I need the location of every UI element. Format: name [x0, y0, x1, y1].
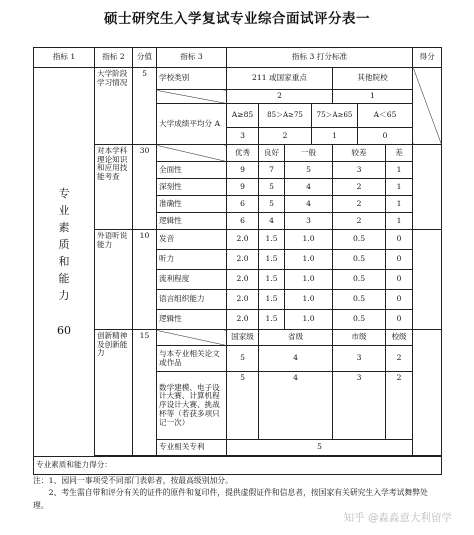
score-value: 3: [333, 162, 386, 179]
score-cell: [413, 230, 442, 330]
score-value: 9: [227, 179, 259, 196]
score-value: 5: [227, 440, 413, 456]
school-score-2: 1: [333, 90, 413, 104]
score-value: 1.0: [285, 250, 333, 270]
level-label: 较差: [333, 145, 386, 162]
header-score: 得分: [413, 48, 442, 68]
score-value: 5: [259, 179, 285, 196]
level-label: 校级: [386, 330, 413, 346]
score-value: 1.0: [285, 270, 333, 290]
row-label: 语言组织能力: [157, 290, 227, 310]
school-opt-1: 211 或国家重点: [227, 68, 333, 90]
score-value: 6: [227, 196, 259, 213]
gpa-opt-3: 75＞A≥65: [312, 104, 358, 128]
table-row: [34, 230, 442, 250]
score-value: 2.0: [227, 230, 259, 250]
score-value: 5: [227, 372, 259, 440]
score-value: 0.5: [333, 290, 386, 310]
score-value: 4: [285, 196, 333, 213]
level-label: 差: [386, 145, 413, 162]
score-value: 1.5: [259, 230, 285, 250]
total-row: [34, 457, 442, 475]
score-value: 1: [386, 196, 413, 213]
score-value: 0.5: [333, 250, 386, 270]
table-row: [34, 330, 442, 346]
school-score-1: 2: [227, 90, 333, 104]
table-row: [34, 145, 442, 162]
score-value: 3: [285, 213, 333, 230]
category-name: 专业素质和能力: [58, 186, 70, 303]
section2-name: 对本学科理论知识和应用技能考查: [95, 145, 133, 230]
section1-name: 大学阶段学习情况: [95, 68, 133, 145]
section2-value: 30: [133, 145, 157, 230]
score-value: 0.5: [333, 230, 386, 250]
level-label: 市级: [333, 330, 386, 346]
score-cell: [413, 145, 442, 230]
school-opt-2: 其他院校: [333, 68, 413, 90]
category-cell: [34, 68, 95, 457]
score-value: 0.5: [333, 270, 386, 290]
score-value: 5: [285, 162, 333, 179]
score-value: 2: [333, 213, 386, 230]
score-value: 1.5: [259, 290, 285, 310]
row-label: 与本专业相关论文或作品: [157, 346, 227, 372]
row-label: 逻辑性: [157, 310, 227, 330]
score-value: 0.5: [333, 310, 386, 330]
level-label: 省级: [259, 330, 333, 346]
total-label: 专业素质和能力得分：: [34, 457, 442, 475]
score-value: 2.0: [227, 290, 259, 310]
score-value: 2: [333, 196, 386, 213]
blank-slash: [157, 145, 227, 162]
score-value: 2.0: [227, 270, 259, 290]
page-title: 硕士研究生入学复试专业综合面试评分表一: [104, 11, 370, 27]
gpa-score-3: 1: [312, 128, 358, 145]
score-value: 6: [227, 213, 259, 230]
header-ind2: 指标 2: [95, 48, 133, 68]
note-2: 2、考生需自带和评分有关的证件的原件和复印件，提供虚假证件和信息者，按国家有关研究生入学考试舞弊处理。: [33, 488, 428, 510]
score-value: 1.0: [285, 310, 333, 330]
gpa-opt-1: A≥85: [227, 104, 259, 128]
gpa-score-4: 0: [358, 128, 413, 145]
gpa-score-2: 2: [259, 128, 312, 145]
section4-name: 创新精神及创新能力: [95, 330, 133, 456]
blank-slash: [157, 330, 227, 346]
blank-slash: [157, 90, 227, 104]
section3-name: 外语听说能力: [95, 230, 133, 330]
score-cell: [413, 330, 442, 456]
gpa-label: 大学成绩平均分 A: [157, 104, 227, 145]
note-1: 注：1、园同一事项受不同部门表彰者，按最高级别加分。: [33, 476, 233, 485]
row-label: 专业相关专利: [157, 440, 227, 456]
score-value: 5: [227, 346, 259, 372]
header-standard: 指标 3 打分标准: [227, 48, 413, 68]
header-ind3: 指标 3: [157, 48, 227, 68]
score-value: 1: [386, 162, 413, 179]
row-label: 数学建模、电子设计大赛、计算机程序设计大赛、挑战杯等（若获多项只记一次）: [157, 372, 227, 440]
score-slash: [413, 68, 442, 145]
score-value: 2.0: [227, 250, 259, 270]
score-value: 4: [259, 213, 285, 230]
score-value: 1: [386, 213, 413, 230]
gpa-opt-2: 85＞A≥75: [259, 104, 312, 128]
notes: [33, 475, 433, 512]
section3-value: 10: [133, 230, 157, 330]
score-value: 1: [386, 179, 413, 196]
score-value: 0: [386, 270, 413, 290]
row-label: 流利程度: [157, 270, 227, 290]
score-value: 5: [259, 196, 285, 213]
row-label: 听力: [157, 250, 227, 270]
score-value: 4: [259, 346, 333, 372]
score-value: 3: [333, 346, 386, 372]
score-value: 9: [227, 162, 259, 179]
level-label: 优秀: [227, 145, 259, 162]
score-value: 4: [259, 372, 333, 440]
score-value: 4: [285, 179, 333, 196]
level-label: 国家级: [227, 330, 259, 346]
gpa-score-1: 3: [227, 128, 259, 145]
category-score: 60: [57, 324, 71, 338]
header-ind1: 指标 1: [34, 48, 95, 68]
score-value: 0: [386, 230, 413, 250]
score-table: [33, 47, 442, 475]
score-value: 2: [386, 346, 413, 372]
score-value: 0: [386, 310, 413, 330]
section4-value: 15: [133, 330, 157, 456]
row-label: 全面性: [157, 162, 227, 179]
gpa-opt-4: A＜65: [358, 104, 413, 128]
score-value: 1.0: [285, 290, 333, 310]
score-value: 3: [333, 372, 386, 440]
score-value: 0: [386, 250, 413, 270]
score-value: 1.0: [285, 230, 333, 250]
score-value: 1.5: [259, 250, 285, 270]
score-value: 1.5: [259, 270, 285, 290]
score-value: 2: [333, 179, 386, 196]
row-label: 逻辑性: [157, 213, 227, 230]
row-label: 深刻性: [157, 179, 227, 196]
section1-value: 5: [133, 68, 157, 145]
level-label: 一般: [285, 145, 333, 162]
header-row: [34, 48, 442, 68]
score-value: 2: [386, 372, 413, 440]
table-row: [34, 68, 442, 90]
score-value: 0: [386, 290, 413, 310]
row-label: 发音: [157, 230, 227, 250]
level-label: 良好: [259, 145, 285, 162]
school-type-label: 学校类别: [157, 68, 227, 90]
score-value: 1.5: [259, 310, 285, 330]
watermark: 知乎 @淼淼意大利留学: [343, 512, 452, 524]
header-score-value: 分值: [133, 48, 157, 68]
row-label: 准确性: [157, 196, 227, 213]
score-value: 2.0: [227, 310, 259, 330]
score-value: 7: [259, 162, 285, 179]
